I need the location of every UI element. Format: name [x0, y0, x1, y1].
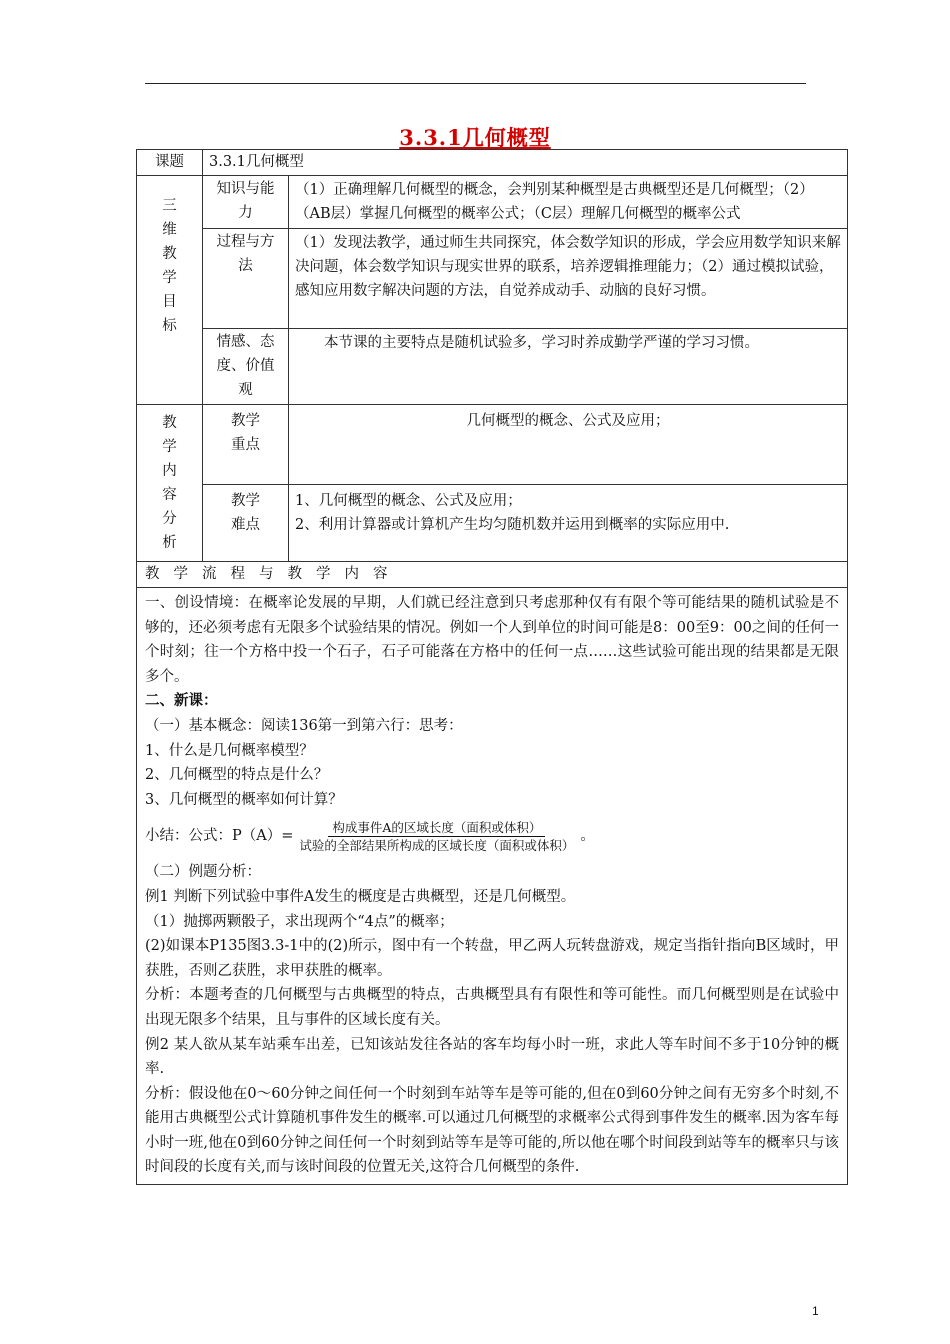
formula-prefix: 小结：公式：P（A）=	[145, 828, 294, 845]
goal-text-process: （1）发现法教学，通过师生共同探究，体会数学知识的形成，学会应用数学知识来解决问题，体会数学知识与现实世界的联系，培养逻辑推理能力；（2）通过模拟试验，感知应用数字解决问题的方法，自觉养成动手、动脑的良好习惯。	[289, 229, 848, 329]
formula-suffix: 。	[580, 828, 595, 845]
key-point-row	[137, 405, 848, 485]
analysis-1: 分析：本题考查的几何概型与古典概型的特点，古典概型具有有限性和等可能性。而几何概型则是在试验中出现无限多个结果，且与事件的区域长度有关。	[145, 987, 839, 1028]
difficulty-text	[289, 484, 848, 561]
difficulty-row	[137, 484, 848, 561]
analysis-label-char: 分	[162, 511, 177, 527]
question-item: 1、什么是几何概率模型？	[145, 742, 314, 759]
difficulty-line: 2、利用计算器或计算机产生均匀随机数并运用到概率的实际应用中.	[295, 516, 730, 533]
goals-label-char: 学	[162, 270, 177, 286]
goals-label-char: 三	[162, 198, 177, 214]
goals-label-char: 教	[162, 246, 177, 262]
question-item: 2、几何概型的特点是什么？	[145, 767, 329, 784]
goals-label-char: 标	[162, 318, 177, 334]
analysis-label-char: 容	[162, 487, 177, 503]
goal-text-emotion: 本节课的主要特点是随机试验多，学习时养成勤学严谨的学习习惯。	[289, 329, 848, 405]
new-lesson-heading: 二、新课：	[145, 692, 218, 710]
key-point-text: 几何概型的概念、公式及应用；	[289, 405, 848, 485]
difficulty-label: 教学难点	[203, 484, 289, 561]
formula-denominator: 试验的全部结果所构成的区域长度（面积或体积）	[299, 837, 575, 853]
formula-numerator: 构成事件A的区域长度（面积或体积）	[328, 819, 545, 837]
intro-paragraph: 一、创设情境：在概率论发展的早期，人们就已经注意到只考虑那种仅有有限个等可能结果的随机试验是不够的，还必须考虑有无限多个试验结果的情况。例如一个人到单位的时间可能是8：00至9：00之间的任何一个时刻；往一个方格中投一个石子，石子可能落在方格中的任何一点……这些试验可能出现的结果都是无限多个。	[145, 595, 839, 685]
example-2: 例2 某人欲从某车站乘车出差，已知该站发往各站的客车均每小时一班，求此人等车时间不多于10分钟的概率.	[145, 1036, 839, 1078]
example-analysis-heading: （二）例题分析：	[145, 864, 261, 881]
analysis-2: 分析：假设他在0～60分钟之间任何一个时刻到车站等车是等可能的,但在0到60分钟之间有无穷多个时刻,不能用古典概型公式计算随机事件发生的概率.可以通过几何概型的求概率公式得到事件发生的概率.因为客车每小时一班,他在0到60分钟之间任何一个时刻到站等车是等可能的,所以他在哪个时间段到站等车的概率只与该时间段的长度有关,而与该时间段的位置无关,这符合几何概型的条件.	[145, 1085, 839, 1176]
formula-fraction	[295, 819, 578, 854]
analysis-label-char: 析	[162, 535, 177, 551]
topic-value: 3.3.1几何概型	[203, 150, 848, 176]
basic-concept-heading: （一）基本概念：阅读136第一到第六行：思考：	[145, 717, 463, 734]
analysis-label-char: 教	[162, 415, 177, 431]
goals-label	[137, 176, 203, 405]
goal-label-emotion: 情感、态度、价值观	[203, 329, 289, 405]
difficulty-line: 1、几何概型的概念、公式及应用；	[295, 492, 522, 509]
example-1: 例1 判断下列试验中事件A发生的概度是古典概型，还是几何概型。	[145, 888, 576, 905]
document-title: 3.3.1几何概型	[399, 125, 551, 150]
goals-label-char: 维	[162, 222, 177, 238]
topic-label: 课题	[137, 150, 203, 176]
page-number: 1	[812, 1304, 819, 1318]
flow-header-row	[137, 562, 848, 588]
content-row	[137, 588, 848, 1185]
probability-formula	[145, 814, 839, 858]
lesson-content	[137, 588, 848, 1185]
example-1-part-1: （1）抛掷两颗骰子，求出现两个“4点”的概率；	[145, 913, 454, 930]
goal-row-process	[137, 229, 848, 329]
header-rule	[145, 83, 806, 84]
analysis-label-char: 内	[162, 463, 177, 479]
example-1-part-2: (2)如课本P135图3.3-1中的(2)所示，图中有一个转盘，甲乙两人玩转盘游戏，规定当指针指向B区域时，甲获胜，否则乙获胜，求甲获胜的概率。	[145, 938, 839, 979]
analysis-label-char: 学	[162, 439, 177, 455]
lesson-plan-table	[136, 149, 848, 1185]
key-point-label: 教学重点	[203, 405, 289, 485]
question-item: 3、几何概型的概率如何计算？	[145, 791, 343, 808]
topic-row	[137, 150, 848, 176]
goal-text-knowledge: （1）正确理解几何概型的概念，会判别某种概型是古典概型还是几何概型；（2）（AB层）掌握几何概型的概率公式；（C层）理解几何概型的概率公式	[289, 176, 848, 229]
analysis-label	[137, 405, 203, 562]
goal-label-process: 过程与方法	[203, 229, 289, 329]
goal-label-knowledge: 知识与能力	[203, 176, 289, 229]
goal-row-knowledge	[137, 176, 848, 229]
goals-label-char: 目	[162, 294, 177, 310]
goal-row-emotion	[137, 329, 848, 405]
flow-header: 教学流程与教学内容	[137, 562, 848, 588]
